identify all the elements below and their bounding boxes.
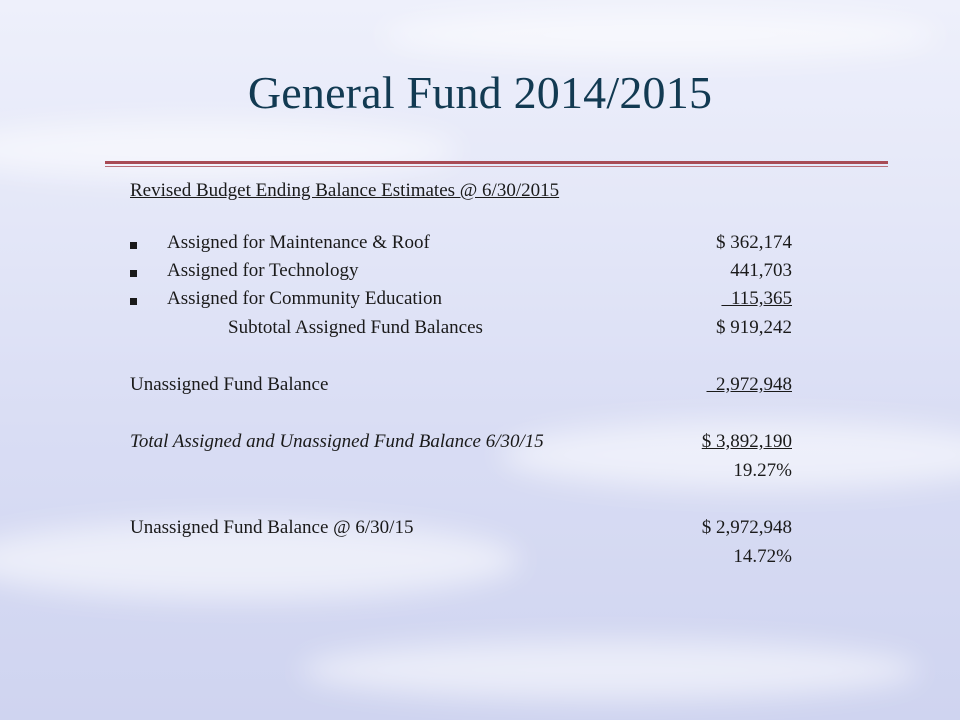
line-item-label: Assigned for Technology [167, 260, 359, 281]
list-item [130, 288, 792, 316]
total-row [130, 431, 792, 459]
title-divider-thin [105, 166, 888, 167]
section-heading: Revised Budget Ending Balance Estimates @ 6/30/2015 [130, 180, 560, 201]
total-label: Total Assigned and Unassigned Fund Balance 6/30/15 [130, 431, 544, 452]
background-wisp [0, 120, 460, 180]
unassigned-row [130, 374, 792, 402]
background-wisp [300, 640, 920, 700]
unassigned-percent-row [130, 546, 792, 574]
unassigned-at-label: Unassigned Fund Balance @ 6/30/15 [130, 517, 414, 538]
list-item [130, 260, 792, 288]
subtotal-label: Subtotal Assigned Fund Balances [228, 317, 483, 338]
total-percent-row [130, 460, 792, 488]
slide-title: General Fund 2014/2015 [247, 67, 713, 118]
unassigned-at-row [130, 517, 792, 545]
line-item-label: Assigned for Maintenance & Roof [167, 232, 430, 253]
unassigned-percent: 14.72% [733, 546, 792, 567]
subtotal-value: $ 919,242 [716, 317, 792, 338]
line-item-value: $ 362,174 [716, 232, 792, 253]
square-bullet-icon [130, 270, 137, 277]
background-wisp [380, 10, 940, 60]
square-bullet-icon [130, 298, 137, 305]
line-item-value: 115,365 [721, 288, 792, 309]
total-value: $ 3,892,190 [701, 431, 792, 452]
subtotal-row [130, 317, 792, 345]
section-heading-row [130, 180, 792, 208]
total-percent: 19.27% [733, 460, 792, 481]
title-divider [105, 161, 888, 164]
line-item-label: Assigned for Community Education [167, 288, 442, 309]
square-bullet-icon [130, 242, 137, 249]
line-item-value: 441,703 [730, 260, 792, 281]
unassigned-value: 2,972,948 [706, 374, 792, 395]
unassigned-at-value: $ 2,972,948 [701, 517, 792, 538]
list-item [130, 232, 792, 260]
unassigned-label: Unassigned Fund Balance [130, 374, 329, 395]
